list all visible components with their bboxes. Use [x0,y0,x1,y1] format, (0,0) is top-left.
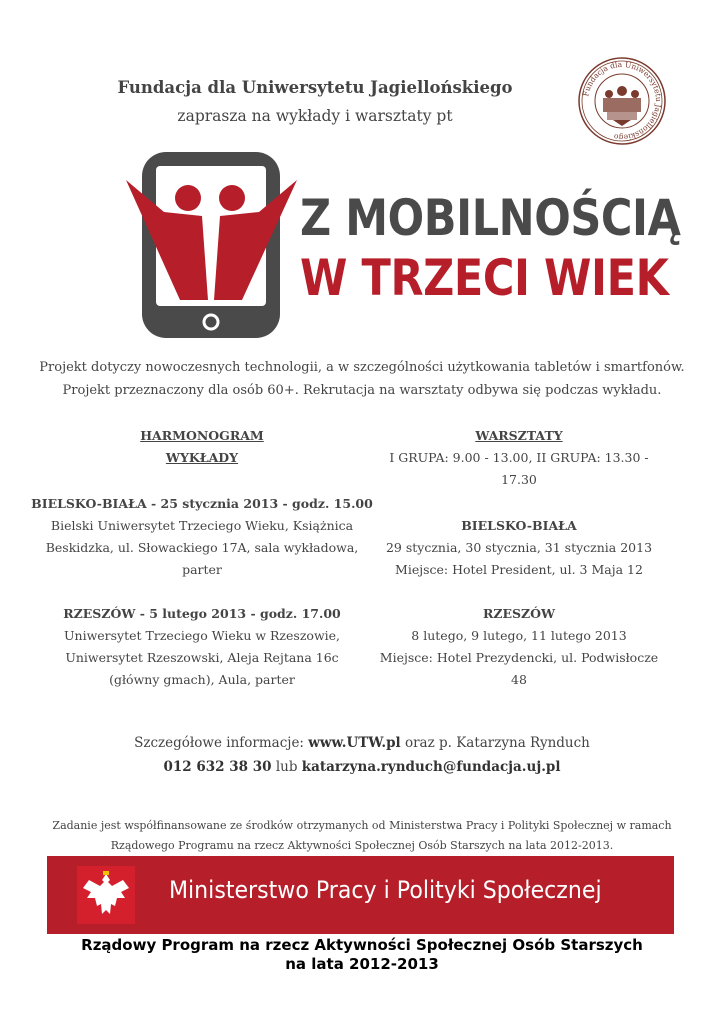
university-seal-logo [577,56,667,146]
workshop-rzeszow-dates: 8 lutego, 9 lutego, 11 lutego 2013 [411,628,627,643]
lectures-schedule [30,425,374,691]
phone-figures-logo [124,150,299,340]
lecture-bielsko-venue: Bielski Uniwersytet Trzeciego Wieku, Książnica [50,518,354,533]
program-line: na lata 2012-2013 [285,955,439,973]
contact-info [0,731,724,779]
workshop-groups: I GRUPA: 9.00 - 13.00, II GRUPA: 13.30 - 17.30 [389,450,649,487]
invitation-text: zaprasza na wykłady i warsztaty pt [177,107,453,125]
schedule-heading: HARMONOGRAM [140,428,264,443]
ministry-banner [47,856,674,934]
program-line: Rządowy Program na rzecz Aktywności Społecznej Osób Starszych [81,936,643,954]
lecture-bielsko-title: BIELSKO-BIAŁA - 25 stycznia 2013 - godz. 15.00 [31,496,373,511]
project-description [30,356,694,402]
intro-line: Projekt przeznaczony dla osób 60+. Rekrutacja na warsztaty odbywa się podczas wykładu. [62,383,662,398]
intro-line: Projekt dotyczy nowoczesnych technologii, a w szczególności użytkowania tabletów i smartfonów. [39,360,685,375]
lecture-bielsko-address: Beskidzka, ul. Słowackiego 17A, sala wykładowa, parter [45,540,359,577]
workshop-bielsko-place: Miejsce: Hotel President, ul. 3 Maja 12 [395,562,643,577]
lectures-heading: WYKŁADY [165,450,239,465]
contact-or: lub [275,759,298,775]
contact-prefix: Szczegółowe informacje: [134,735,304,751]
eagle-icon [77,866,135,924]
lecture-rzeszow-venue: Uniwersytet Trzeciego Wieku w Rzeszowie, [63,628,341,643]
workshop-bielsko-dates: 29 stycznia, 30 stycznia, 31 stycznia 2013 [385,540,653,555]
foundation-name: Fundacja dla Uniwersytetu Jagiellońskiego [117,78,513,97]
funding-note-line: Zadanie jest współfinansowane ze środków otrzymanych od Ministerstwa Pracy i Polityki Społecznej w ramach [52,819,672,832]
email-link[interactable]: katarzyna.rynduch@fundacja.uj.pl [301,759,561,775]
phone-number: 012 632 38 30 [163,759,272,775]
funding-note [40,816,684,856]
workshops-schedule [370,425,668,691]
workshop-rzeszow-place: Miejsce: Hotel Prezydencki, ul. Podwisłocze 48 [379,650,659,687]
workshops-heading: WARSZTATY [475,428,563,443]
lecture-rzeszow-room: (główny gmach), Aula, parter [109,672,295,687]
lecture-rzeszow-title: RZESZÓW - 5 lutego 2013 - godz. 17.00 [63,606,341,621]
ministry-name: Ministerstwo Pracy i Polityki Społecznej [169,876,602,904]
campaign-title-line1: Z MOBILNOŚCIĄ [300,189,681,247]
funding-note-line: Rządowego Programu na rzecz Aktywności Społecznej Osób Starszych na lata 2012-2013. [110,839,614,852]
website-link[interactable]: www.UTW.pl [308,735,401,751]
contact-person: oraz p. Katarzyna Rynduch [404,735,590,751]
government-program [0,936,724,974]
workshop-bielsko-title: BIELSKO-BIAŁA [461,518,577,533]
svg-text:Fundacja dla Uniwersytetu Jagi: Fundacja dla Uniwersytetu Jagiellońskiego [581,59,664,143]
workshop-rzeszow-title: RZESZÓW [482,606,556,621]
polish-eagle-emblem [77,866,135,924]
lecture-rzeszow-address: Uniwersytet Rzeszowski, Aleja Rejtana 16c [65,650,339,665]
campaign-title-line2: W TRZECI WIEK [300,249,669,307]
